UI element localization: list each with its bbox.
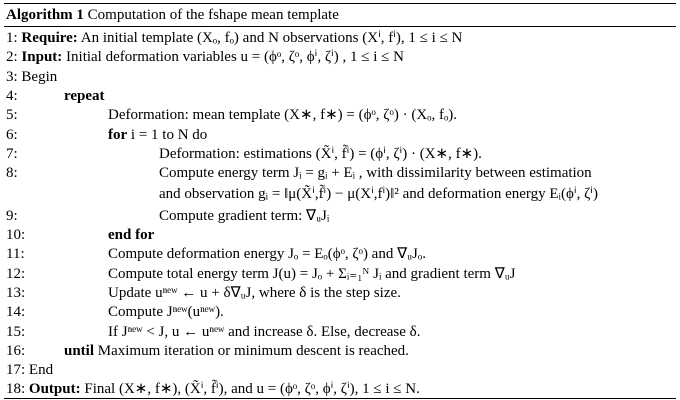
algorithm-line-8-continued bbox=[6, 184, 598, 204]
line-text: Update uⁿᵉʷ ← u + δ∇ᵤJ, where δ is the step size. bbox=[108, 284, 401, 301]
algorithm-line-4 bbox=[6, 86, 105, 106]
caption-rule bbox=[4, 26, 676, 27]
line-text: i = 1 to N do bbox=[130, 126, 208, 143]
line-keyword: Output: bbox=[25, 381, 81, 398]
line-number: 9: bbox=[6, 207, 18, 224]
line-number: 15: bbox=[6, 323, 26, 340]
algorithm-line-13 bbox=[6, 283, 401, 303]
line-number: 5: bbox=[6, 107, 18, 124]
line-number: 13: bbox=[6, 284, 26, 301]
line-number: 11: bbox=[6, 246, 25, 263]
line-keyword: Input: bbox=[21, 49, 63, 66]
bottom-rule bbox=[4, 398, 676, 399]
algorithm-line-15 bbox=[6, 322, 420, 342]
line-text: Compute deformation energy Jₒ = Eₒ(ϕᵒ, ζᵒ) and ∇ᵤJₒ. bbox=[108, 246, 426, 263]
algorithm-line-8 bbox=[6, 163, 592, 183]
algorithm-line-6 bbox=[6, 125, 207, 145]
line-number: 8: bbox=[6, 165, 18, 182]
line-keyword: until bbox=[64, 342, 95, 359]
algorithm-line-5 bbox=[6, 105, 457, 125]
line-keyword: end for bbox=[108, 227, 155, 243]
line-text: Compute energy term Jᵢ = gᵢ + Eᵢ , with dissimilarity between estimation bbox=[159, 165, 592, 182]
line-text: Deformation: estimations (X̃ⁱ, f̃ⁱ) = (ϕⁱ, ζⁱ) · (X∗, f∗). bbox=[159, 145, 482, 162]
line-keyword: repeat bbox=[64, 87, 105, 104]
line-text: End bbox=[28, 362, 54, 379]
algorithm-line-18 bbox=[6, 379, 420, 399]
line-number: 18: bbox=[6, 381, 26, 398]
line-text: Final (X∗, f∗), (X̃ⁱ, f̃ⁱ), and u = (ϕᵒ, ζᵒ, ϕⁱ, ζⁱ), 1 ≤ i ≤ N. bbox=[80, 381, 420, 398]
line-number: 1: bbox=[6, 30, 18, 46]
line-keyword: for bbox=[108, 126, 128, 143]
line-text: Initial deformation variables u = (ϕᵒ, ζᵒ, ϕⁱ, ζⁱ) , 1 ≤ i ≤ N bbox=[66, 49, 404, 66]
line-text: If Jⁿᵉʷ < J, u ← uⁿᵉʷ and increase δ. Else, decrease δ. bbox=[108, 323, 421, 340]
algorithm-line-7 bbox=[6, 144, 482, 164]
algorithm-line-16 bbox=[6, 341, 409, 361]
top-rule bbox=[4, 3, 676, 4]
algorithm-line-3 bbox=[6, 67, 57, 87]
line-text: Compute gradient term: ∇ᵤJᵢ bbox=[159, 207, 330, 224]
algorithm-line-2 bbox=[6, 47, 404, 67]
line-keyword: Require: bbox=[21, 30, 78, 46]
algorithm-title: Computation of the fshape mean template bbox=[87, 7, 339, 23]
algorithm-line-9 bbox=[6, 206, 329, 226]
algorithm-line-10 bbox=[6, 225, 154, 245]
line-text: Begin bbox=[21, 68, 58, 85]
line-number: 17: bbox=[6, 362, 26, 379]
line-number: 12: bbox=[6, 265, 26, 282]
line-number: 7: bbox=[6, 145, 18, 162]
line-text: Compute total energy term J(u) = Jₒ + Σᵢ₌₁ᴺ Jᵢ and gradient term ∇ᵤJ bbox=[108, 265, 516, 282]
line-number: 6: bbox=[6, 126, 18, 143]
algorithm-line-14 bbox=[6, 302, 224, 322]
line-text: Compute Jⁿᵉʷ(uⁿᵉʷ). bbox=[108, 304, 224, 321]
line-text: An initial template (Xₒ, fₒ) and N observations (Xⁱ, fⁱ), 1 ≤ i ≤ N bbox=[80, 30, 463, 46]
line-text: and observation gᵢ = ‖μ(X̃ⁱ,f̃ⁱ) − μ(Xⁱ,fⁱ)‖² and deformation energy Eᵢ(ϕⁱ, ζⁱ) bbox=[159, 186, 598, 203]
line-number: 4: bbox=[6, 87, 18, 104]
algorithm-label: Algorithm 1 bbox=[6, 7, 84, 23]
line-number: 3: bbox=[6, 68, 18, 85]
line-number: 16: bbox=[6, 342, 26, 359]
line-text: Deformation: mean template (X∗, f∗) = (ϕᵒ, ζᵒ) · (Xₒ, fₒ). bbox=[108, 107, 458, 124]
line-number: 2: bbox=[6, 49, 18, 66]
algorithm-caption bbox=[6, 5, 339, 25]
algorithm-line-12 bbox=[6, 264, 515, 284]
line-text: Maximum iteration or minimum descent is reached. bbox=[97, 342, 409, 359]
line-number: 10: bbox=[6, 227, 26, 243]
algorithm-line-1 bbox=[6, 28, 462, 48]
line-number: 14: bbox=[6, 304, 26, 321]
algorithm-line-11 bbox=[6, 244, 426, 264]
algorithm-line-17 bbox=[6, 360, 53, 380]
